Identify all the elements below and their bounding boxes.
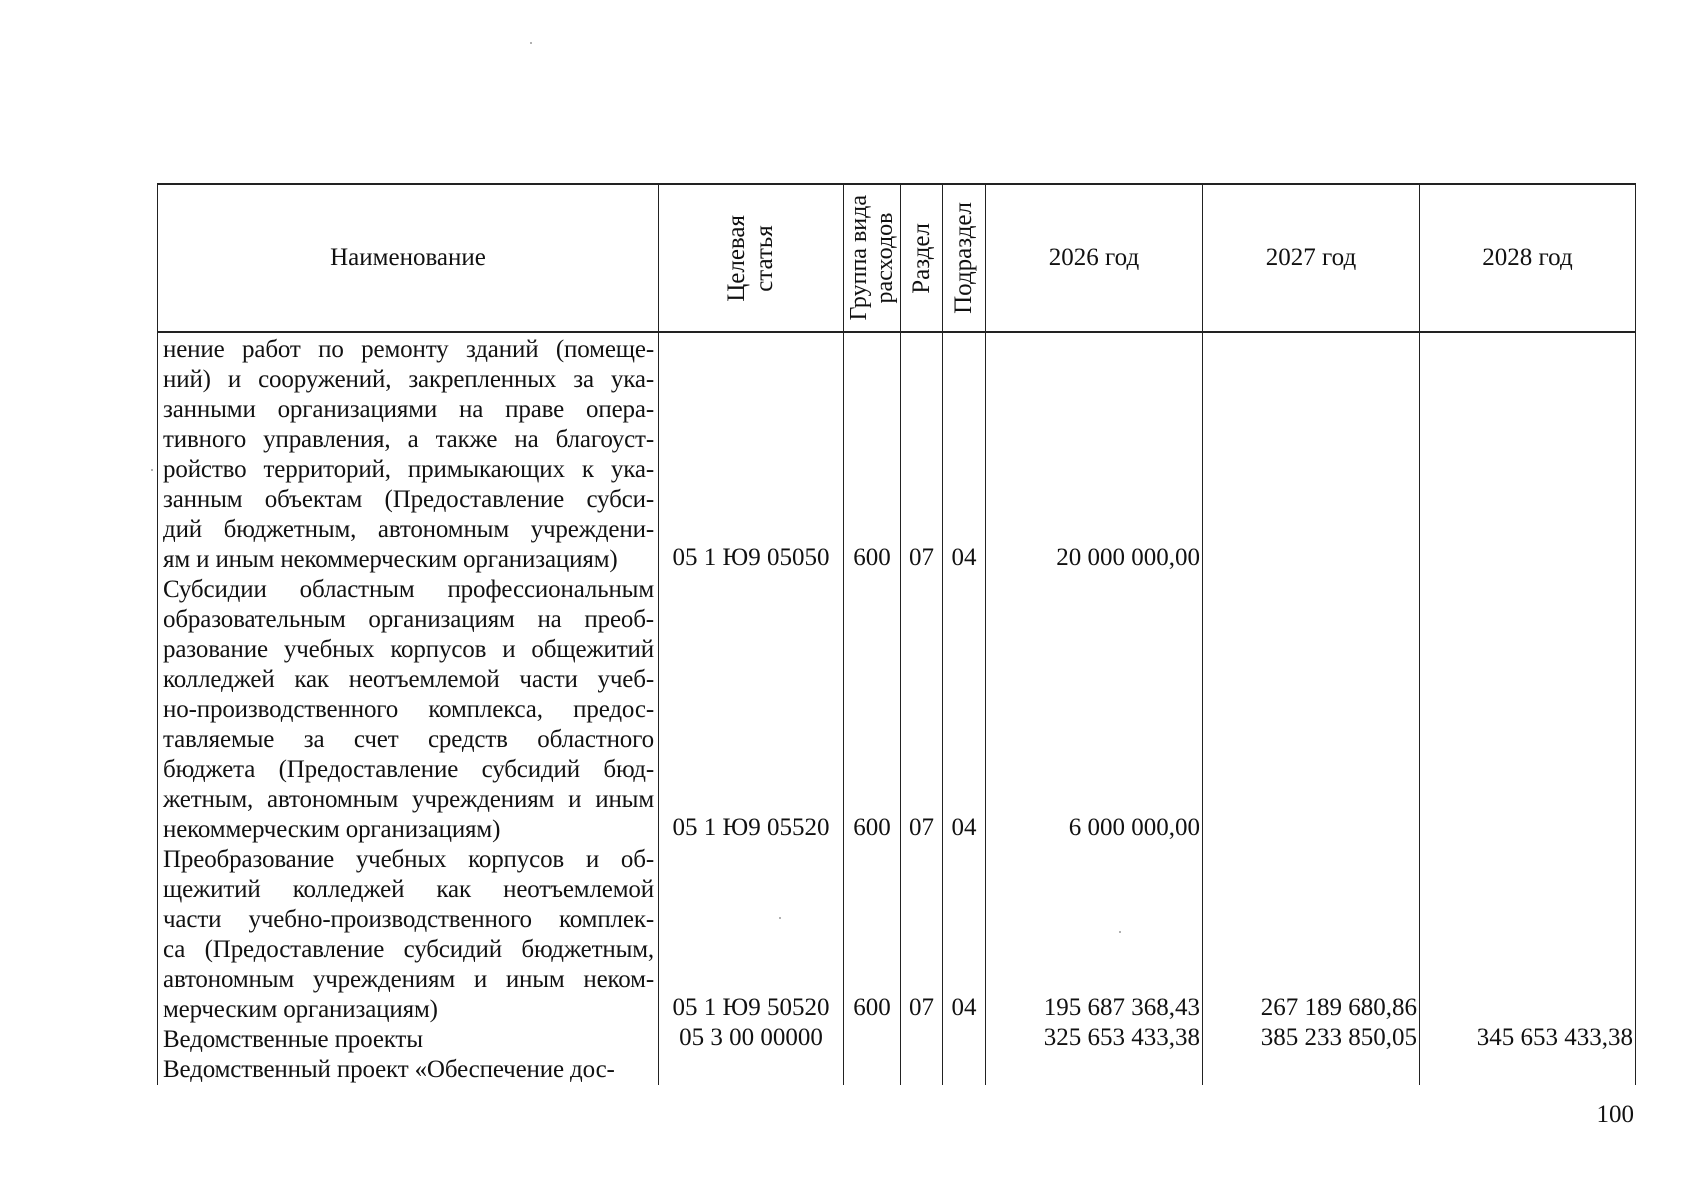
row-spacer: [659, 663, 843, 693]
row-spacer: [1203, 513, 1417, 543]
header-name-label: Наименование: [330, 244, 486, 271]
row-section-value: [901, 1023, 942, 1053]
row-spacer: [1203, 903, 1417, 933]
header-year-2028-label: 2028 год: [1482, 244, 1573, 271]
code-values: [659, 333, 843, 1083]
row-spacer: [1420, 363, 1633, 393]
row-spacer: [659, 903, 843, 933]
row-y2028-value: 345 653 433,38: [1476, 1024, 1633, 1051]
row-spacer: [943, 693, 985, 723]
header-name: [158, 184, 659, 332]
row-spacer: [844, 933, 900, 963]
row-spacer: [844, 633, 900, 663]
row-name-line: Субсидии областным профессиональным: [163, 576, 654, 603]
row-spacer: [1420, 663, 1633, 693]
row-spacer: [1420, 633, 1633, 663]
header-subsection: [943, 184, 986, 332]
row-spacer: [901, 903, 942, 933]
row-spacer: [1203, 423, 1417, 453]
row-spacer: [943, 903, 985, 933]
row-spacer: [901, 453, 942, 483]
row-y2028-value: [1420, 543, 1633, 573]
row-spacer: [901, 603, 942, 633]
row-spacer: [986, 663, 1200, 693]
row-spacer: [901, 513, 942, 543]
row-spacer: [1420, 603, 1633, 633]
row-spacer: [1420, 783, 1633, 813]
group-values: [844, 333, 900, 1083]
row-group-value: [844, 1053, 900, 1083]
row-spacer: [1420, 873, 1633, 903]
row-spacer: [1420, 723, 1633, 753]
row-spacer: [1203, 693, 1417, 723]
table-body-row: [158, 332, 1636, 1085]
row-spacer: [901, 423, 942, 453]
row-spacer: [844, 333, 900, 363]
row-spacer: [986, 873, 1200, 903]
row-spacer: [659, 783, 843, 813]
row-spacer: [986, 573, 1200, 603]
row-spacer: [943, 753, 985, 783]
row-spacer: [1420, 753, 1633, 783]
row-spacer: [901, 843, 942, 873]
scan-speck: [779, 917, 781, 919]
row-y2026-value: 325 653 433,38: [1043, 1024, 1200, 1051]
row-spacer: [986, 723, 1200, 753]
row-name-line: нение работ по ремонту зданий (помеще-: [163, 336, 654, 363]
row-spacer: [901, 363, 942, 393]
row-y2028-value: [1420, 1053, 1633, 1083]
row-spacer: [1420, 453, 1633, 483]
row-name-line: занным объектам (Предоставление субси-: [163, 486, 654, 513]
header-year-2026: [986, 184, 1203, 332]
header-year-2028: [1420, 184, 1636, 332]
scan-speck: [1119, 931, 1121, 933]
row-spacer: [844, 753, 900, 783]
year-2028-column: [1420, 332, 1636, 1085]
row-name-line: части учебно-производственного комплек-: [163, 906, 654, 933]
row-spacer: [1203, 663, 1417, 693]
row-spacer: [943, 333, 985, 363]
row-spacer: [943, 873, 985, 903]
row-spacer: [844, 363, 900, 393]
row-spacer: [659, 393, 843, 423]
row-spacer: [901, 693, 942, 723]
row-spacer: [943, 393, 985, 423]
row-spacer: [659, 453, 843, 483]
row-spacer: [943, 363, 985, 393]
year-2027-values: [1203, 333, 1417, 1083]
row-spacer: [1203, 333, 1417, 363]
row-spacer: [986, 393, 1200, 423]
row-y2026-value: [986, 1053, 1200, 1083]
row-spacer: [986, 363, 1200, 393]
row-code-value: 05 1 Ю9 50520: [672, 994, 830, 1021]
row-y2026-value: 6 000 000,00: [1068, 814, 1200, 841]
row-name-line: ям и иным некоммерческим организациям): [163, 546, 618, 573]
row-spacer: [986, 513, 1200, 543]
row-spacer: [1420, 393, 1633, 423]
row-name-line: са (Предоставление субсидий бюджетным,: [163, 936, 654, 963]
scan-speck: [151, 469, 153, 471]
row-spacer: [986, 783, 1200, 813]
year-2026-column: [986, 332, 1203, 1085]
row-spacer: [659, 843, 843, 873]
section-column: [901, 332, 943, 1085]
row-y2026-value: 20 000 000,00: [1056, 544, 1200, 571]
row-section-value: 07: [909, 544, 934, 571]
row-name-line: жетным, автономным учреждениям и иным: [163, 786, 654, 813]
row-spacer: [844, 843, 900, 873]
row-spacer: [986, 333, 1200, 363]
row-name-line: бюджета (Предоставление субсидий бюд-: [163, 756, 654, 783]
row-spacer: [844, 453, 900, 483]
row-spacer: [844, 483, 900, 513]
year-2028-values: [1420, 333, 1633, 1083]
row-name-line: тивного управления, а также на благоуст-: [163, 426, 654, 453]
table-header-row: [158, 184, 1636, 332]
row-y2027-value: 385 233 850,05: [1260, 1024, 1417, 1051]
row-name-line: Преобразование учебных корпусов и об-: [163, 846, 654, 873]
row-spacer: [1420, 333, 1633, 363]
row-name-line: щежитий колледжей как неотъемлемой: [163, 876, 654, 903]
row-spacer: [659, 753, 843, 783]
code-column: [659, 332, 844, 1085]
year-2027-column: [1203, 332, 1420, 1085]
row-spacer: [1420, 423, 1633, 453]
row-spacer: [659, 723, 843, 753]
row-spacer: [1203, 933, 1417, 963]
row-spacer: [1420, 843, 1633, 873]
row-subsection-value: 04: [951, 814, 977, 841]
page-number: 100: [1596, 1101, 1634, 1128]
row-spacer: [901, 963, 942, 993]
row-spacer: [943, 633, 985, 663]
row-spacer: [1203, 783, 1417, 813]
row-spacer: [901, 663, 942, 693]
header-expense-group-label: Группа вида расходов: [846, 195, 898, 321]
row-spacer: [659, 513, 843, 543]
row-spacer: [1203, 963, 1417, 993]
row-spacer: [844, 573, 900, 603]
row-spacer: [844, 873, 900, 903]
row-spacer: [659, 333, 843, 363]
row-subsection-value: [943, 1023, 985, 1053]
row-spacer: [1203, 873, 1417, 903]
row-spacer: [1420, 903, 1633, 933]
subsection-values: [943, 333, 985, 1083]
row-spacer: [1420, 693, 1633, 723]
row-code-value: 05 1 Ю9 05520: [672, 814, 830, 841]
row-spacer: [1203, 753, 1417, 783]
row-section-value: [901, 1053, 942, 1083]
row-spacer: [943, 843, 985, 873]
row-spacer: [901, 753, 942, 783]
row-subsection-value: 04: [951, 544, 977, 571]
row-spacer: [986, 903, 1200, 933]
row-y2027-value: 267 189 680,86: [1260, 994, 1417, 1021]
row-spacer: [986, 963, 1200, 993]
row-name-line: Ведомственный проект «Обеспечение дос-: [163, 1056, 615, 1083]
header-expense-group: [844, 184, 901, 332]
row-spacer: [1203, 603, 1417, 633]
row-spacer: [943, 723, 985, 753]
row-name-line: образовательным организациям на преоб-: [163, 606, 654, 633]
row-spacer: [901, 723, 942, 753]
scan-speck: [530, 42, 532, 44]
row-y2026-value: 195 687 368,43: [1043, 994, 1200, 1021]
row-spacer: [1420, 963, 1633, 993]
row-spacer: [844, 963, 900, 993]
row-name-line: некоммерческим организациям): [163, 816, 501, 843]
row-spacer: [943, 453, 985, 483]
header-section: [901, 184, 943, 332]
row-name-line: занными организациями на праве опера-: [163, 396, 654, 423]
row-spacer: [844, 423, 900, 453]
row-name-line: колледжей как неотъемлемой части учеб-: [163, 666, 654, 693]
row-spacer: [901, 573, 942, 603]
row-spacer: [901, 873, 942, 903]
row-spacer: [659, 423, 843, 453]
row-name-line: Ведомственные проекты: [163, 1026, 423, 1053]
row-spacer: [943, 513, 985, 543]
row-spacer: [901, 483, 942, 513]
subsection-column: [943, 332, 986, 1085]
row-spacer: [986, 633, 1200, 663]
row-group-value: [844, 1023, 900, 1053]
row-spacer: [659, 963, 843, 993]
row-spacer: [943, 933, 985, 963]
row-spacer: [1203, 363, 1417, 393]
row-spacer: [943, 573, 985, 603]
row-spacer: [986, 843, 1200, 873]
row-spacer: [986, 693, 1200, 723]
row-spacer: [943, 783, 985, 813]
header-section-label: Раздел: [907, 222, 935, 294]
row-y2027-value: [1203, 813, 1417, 843]
row-spacer: [844, 693, 900, 723]
header-year-2027: [1203, 184, 1420, 332]
row-spacer: [1203, 483, 1417, 513]
row-spacer: [1420, 483, 1633, 513]
row-spacer: [844, 603, 900, 633]
row-code-value: 05 1 Ю9 05050: [672, 544, 830, 571]
row-spacer: [844, 663, 900, 693]
row-spacer: [986, 603, 1200, 633]
row-spacer: [986, 453, 1200, 483]
row-spacer: [659, 573, 843, 603]
row-group-value: 600: [853, 814, 891, 841]
row-spacer: [1203, 723, 1417, 753]
row-y2027-value: [1203, 543, 1417, 573]
row-code-value: 05 3 00 00000: [679, 1024, 823, 1051]
row-spacer: [901, 933, 942, 963]
row-name-line: тавляемые за счет средств областного: [163, 726, 654, 753]
row-spacer: [986, 423, 1200, 453]
row-name-line: но-производственного комплекса, предос-: [163, 696, 654, 723]
row-spacer: [844, 723, 900, 753]
row-name-line: ний) и сооружений, закрепленных за ука-: [163, 366, 654, 393]
row-spacer: [901, 783, 942, 813]
row-spacer: [659, 873, 843, 903]
section-values: [901, 333, 942, 1083]
name-lines: [163, 335, 654, 1085]
row-spacer: [844, 903, 900, 933]
row-group-value: 600: [853, 544, 891, 571]
row-spacer: [1203, 573, 1417, 603]
row-spacer: [986, 753, 1200, 783]
row-spacer: [844, 783, 900, 813]
row-spacer: [659, 633, 843, 663]
row-section-value: 07: [909, 994, 934, 1021]
row-name-line: мерческим организациям): [163, 996, 438, 1023]
row-y2028-value: [1420, 813, 1633, 843]
row-spacer: [659, 363, 843, 393]
row-spacer: [1203, 453, 1417, 483]
header-target-article-label: Целевая статья: [723, 214, 778, 302]
row-spacer: [943, 663, 985, 693]
row-spacer: [1203, 633, 1417, 663]
row-spacer: [659, 483, 843, 513]
row-spacer: [986, 933, 1200, 963]
row-name-line: ройство территорий, примыкающих к ука-: [163, 456, 654, 483]
row-y2028-value: [1420, 993, 1633, 1023]
name-column: [158, 332, 659, 1085]
row-spacer: [844, 513, 900, 543]
row-spacer: [1420, 573, 1633, 603]
row-spacer: [986, 483, 1200, 513]
row-spacer: [943, 603, 985, 633]
row-spacer: [943, 483, 985, 513]
budget-table: [157, 183, 1636, 1085]
group-column: [844, 332, 901, 1085]
row-spacer: [943, 423, 985, 453]
row-spacer: [844, 393, 900, 423]
row-spacer: [659, 933, 843, 963]
row-spacer: [1203, 393, 1417, 423]
row-spacer: [659, 693, 843, 723]
header-year-2027-label: 2027 год: [1265, 244, 1357, 271]
row-subsection-value: [943, 1053, 985, 1083]
row-code-value: [659, 1053, 843, 1083]
header-year-2026-label: 2026 год: [1048, 244, 1140, 271]
row-name-line: дий бюджетным, автономным учреждени-: [163, 516, 654, 543]
row-spacer: [1420, 513, 1633, 543]
row-spacer: [901, 633, 942, 663]
header-target-article: [659, 184, 844, 332]
year-2026-values: [986, 333, 1200, 1083]
row-subsection-value: 04: [951, 994, 977, 1021]
row-section-value: 07: [909, 814, 934, 841]
header-subsection-label: Подраздел: [950, 202, 977, 314]
row-spacer: [901, 393, 942, 423]
row-spacer: [901, 333, 942, 363]
row-group-value: 600: [853, 994, 891, 1021]
row-spacer: [1203, 843, 1417, 873]
row-name-line: разование учебных корпусов и общежитий: [163, 636, 654, 663]
row-y2027-value: [1203, 1053, 1417, 1083]
row-spacer: [943, 963, 985, 993]
row-name-line: автономным учреждениям и иным неком-: [163, 966, 654, 993]
row-spacer: [1420, 933, 1633, 963]
row-spacer: [659, 603, 843, 633]
